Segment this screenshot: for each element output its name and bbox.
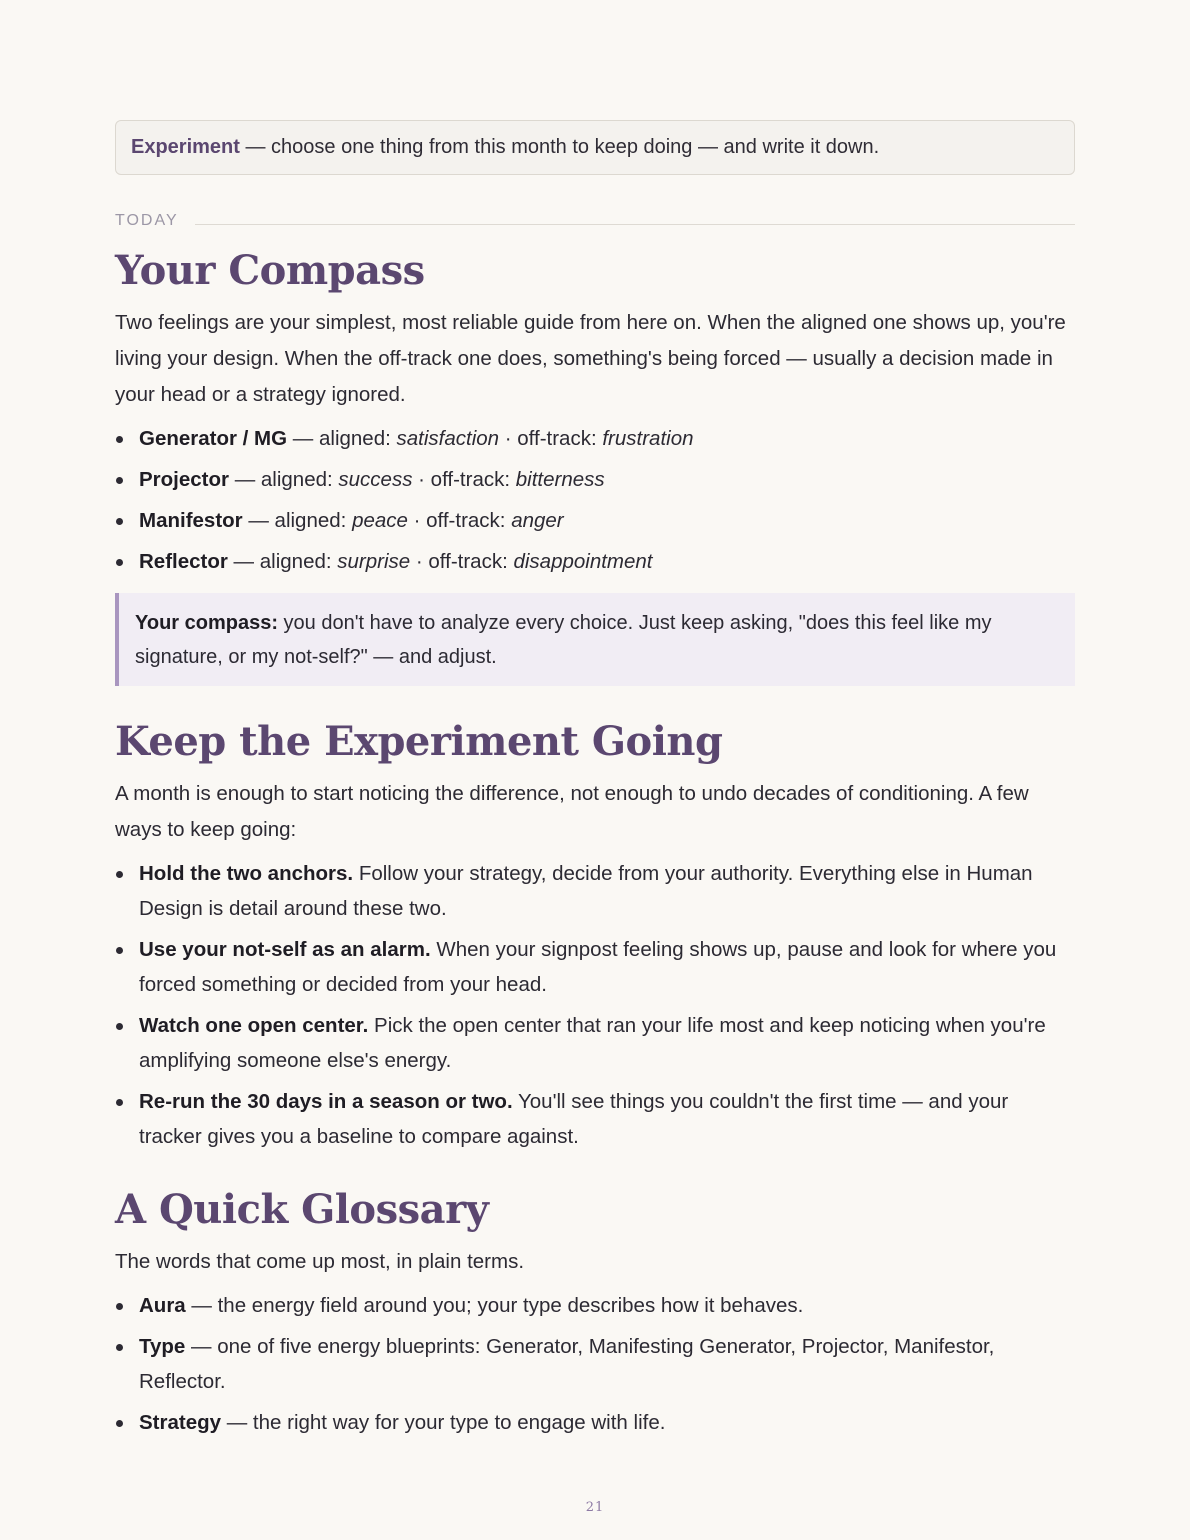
aligned-label: — aligned: [287,427,397,450]
aligned-label: — aligned: [227,550,338,573]
callout-text: you don't have to analyze every choice. Just keep asking, "does this feel like my signature, or my not-self?" — and adjust. [135,612,992,668]
type-name: Manifestor [139,509,243,532]
experiment-callout-box [115,120,1075,175]
list-item [115,856,1075,926]
list-item [115,1405,1075,1440]
compass-list [115,421,1075,579]
item-text: Follow your strategy, decide from your authority. Everything else in Human Design is detail around these two. [139,862,1033,920]
list-item [115,1288,1075,1323]
offtrack-label: · off-track: [499,427,603,450]
compass-callout [115,593,1075,686]
glossary-term: Type [139,1335,186,1358]
list-item [115,544,1075,579]
glossary-list [115,1288,1075,1440]
glossary-heading: A Quick Glossary [115,1186,489,1233]
list-item [115,462,1075,497]
divider-line [195,224,1075,225]
aligned-feeling: peace [352,509,408,532]
glossary-term: Strategy [139,1411,222,1434]
aligned-label: — aligned: [229,468,339,491]
offtrack-feeling: frustration [602,427,694,450]
glossary-term: Aura [139,1294,186,1317]
offtrack-feeling: bitterness [515,468,605,491]
offtrack-label: · off-track: [410,550,514,573]
type-name: Reflector [139,550,228,573]
item-text: Pick the open center that ran your life most and keep noticing when you're amplifying someone else's energy. [139,1014,1046,1072]
callout-label: Your compass: [135,612,278,634]
type-name: Generator / MG [139,427,288,450]
item-lead: Hold the two anchors. [139,862,354,885]
list-item [115,503,1075,538]
page-content [115,120,1075,1446]
glossary-intro: The words that come up most, in plain terms. [115,1250,525,1273]
aligned-feeling: satisfaction [396,427,500,450]
glossary-definition: — the right way for your type to engage with life. [221,1411,666,1434]
glossary-definition: — the energy field around you; your type describes how it behaves. [185,1294,804,1317]
item-lead: Watch one open center. [139,1014,369,1037]
aligned-feeling: surprise [337,550,411,573]
compass-heading: Your Compass [115,247,425,294]
compass-intro: Two feelings are your simplest, most reliable guide from here on. When the aligned one shows up, you're living your design. When the off-track one does, something's being forced — usually a decision made in your head or a strategy ignored. [115,311,1066,406]
glossary-definition: — one of five energy blueprints: Generator, Manifesting Generator, Projector, Manifestor, Reflector. [139,1335,995,1393]
item-lead: Re-run the 30 days in a season or two. [139,1090,513,1113]
list-item [115,1084,1075,1154]
item-text: When your signpost feeling shows up, pause and look for where you forced something or decided from your head. [139,938,1057,996]
list-item [115,421,1075,456]
today-divider [115,209,1075,233]
offtrack-feeling: disappointment [513,550,653,573]
type-name: Projector [139,468,229,491]
divider-label: TODAY [115,212,179,229]
experiment-text: — choose one thing from this month to keep doing — and write it down. [239,136,880,158]
offtrack-feeling: anger [511,509,564,532]
offtrack-label: · off-track: [407,509,512,532]
item-lead: Use your not-self as an alarm. [139,938,431,961]
aligned-label: — aligned: [242,509,353,532]
page-number: 21 [585,1500,605,1515]
list-item [115,932,1075,1002]
experiment-label: Experiment [131,136,240,158]
aligned-feeling: success [338,468,413,491]
list-item [115,1008,1075,1078]
offtrack-label: · off-track: [412,468,516,491]
item-text: You'll see things you couldn't the first time — and your tracker gives you a baseline to compare against. [139,1090,1009,1148]
experiment-list [115,856,1075,1154]
list-item [115,1329,1075,1399]
experiment-heading: Keep the Experiment Going [115,718,723,765]
experiment-intro: A month is enough to start noticing the difference, not enough to undo decades of conditioning. A few ways to keep going: [115,782,1029,841]
